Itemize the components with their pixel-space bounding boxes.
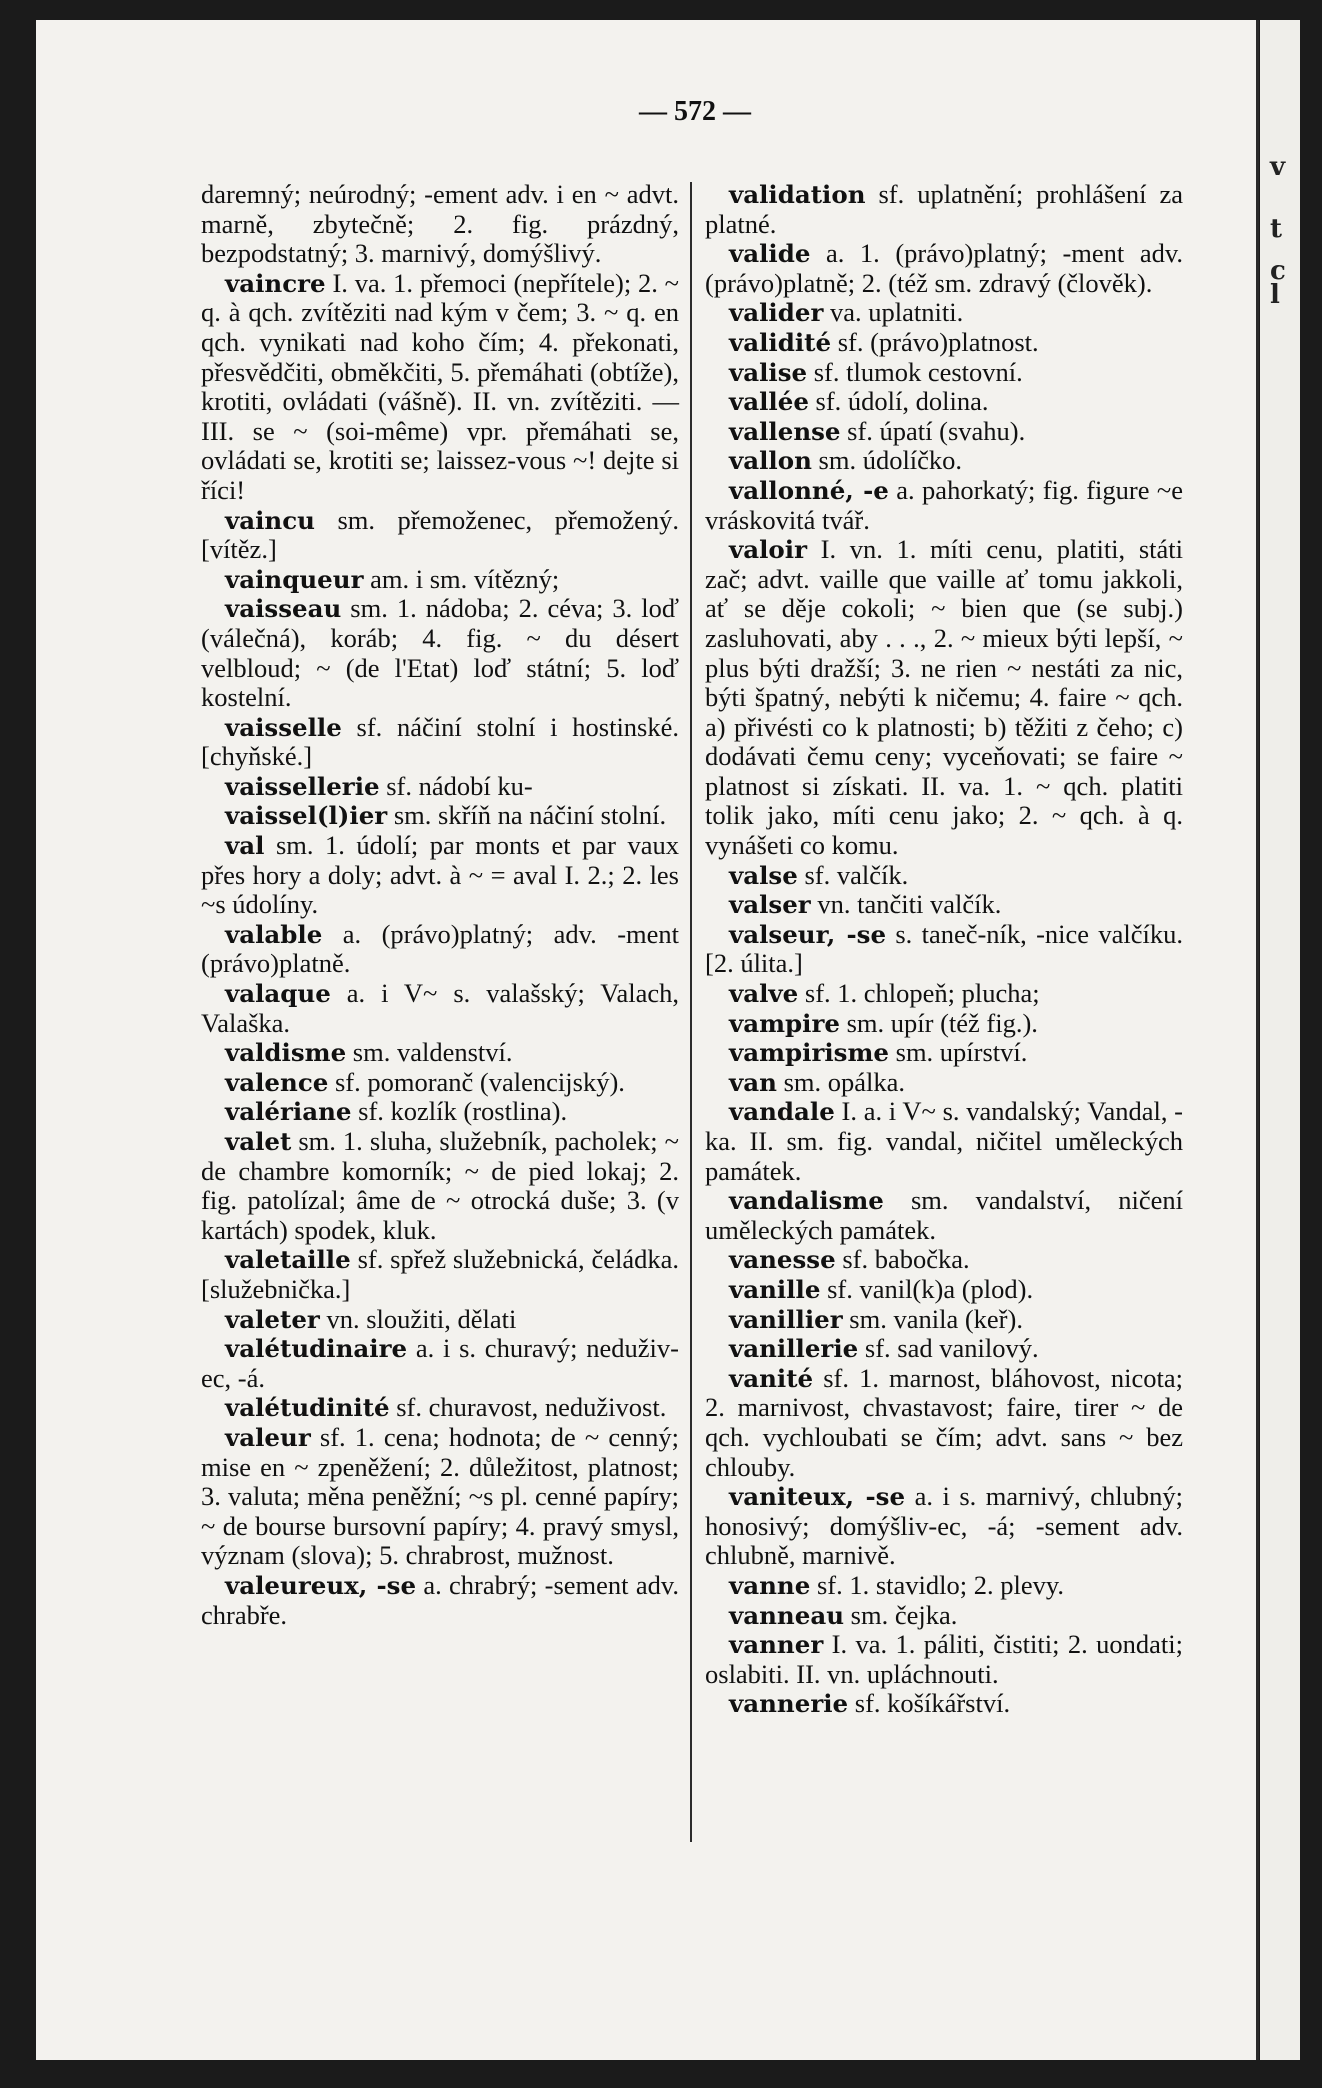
entry-definition: sf. košíkářství. bbox=[854, 1688, 1011, 1719]
entry-definition: daremný; neúrodný; -ement adv. i en ~ advt. marně, zbytečně; 2. fig. prázdný, bezpodstatný; 3. marnivý, domýšlivý. bbox=[201, 179, 679, 269]
adjacent-page-letter: v bbox=[1270, 152, 1286, 182]
entry-headword: valeter bbox=[225, 1304, 320, 1334]
entry-headword: vanesse bbox=[729, 1245, 836, 1275]
entry-headword: vaisseau bbox=[225, 594, 342, 624]
entry-definition: sf. uplatnění; prohlášení za platné. bbox=[705, 179, 1184, 239]
entry-headword: validation bbox=[729, 180, 866, 209]
dictionary-entry bbox=[201, 1423, 679, 1571]
dictionary-entry bbox=[705, 1068, 1183, 1098]
dictionary-entry bbox=[705, 387, 1183, 417]
dictionary-entry bbox=[201, 831, 679, 920]
dictionary-entry bbox=[705, 1186, 1183, 1245]
entry-headword: val bbox=[225, 831, 265, 861]
entry-headword: vallonné, -e bbox=[729, 475, 889, 505]
dictionary-entry bbox=[705, 1275, 1183, 1305]
entry-headword: vaissellerie bbox=[225, 771, 380, 801]
entry-definition: sm. valdenství. bbox=[352, 1037, 513, 1068]
entry-definition: va. uplatniti. bbox=[829, 297, 964, 328]
entry-headword: vandale bbox=[729, 1097, 835, 1127]
entry-headword: valétudinaire bbox=[225, 1334, 408, 1364]
entry-definition: sf. 1. marnost, bláhovost, nicota; 2. marnivost, chvastavost; faire, tirer ~ de qch. vychloubati se čím; advt. sans ~ bez chlouby. bbox=[705, 1362, 1183, 1482]
entry-definition: sf. spřež služebnická, čeládka. [služebnička.] bbox=[201, 1244, 680, 1304]
entry-headword: valence bbox=[225, 1067, 329, 1097]
dictionary-entry bbox=[201, 713, 679, 772]
entry-headword: vaniteux, -se bbox=[729, 1482, 906, 1512]
entry-definition: am. i sm. vítězný; bbox=[370, 563, 560, 594]
dictionary-entry bbox=[705, 1571, 1183, 1601]
entry-headword: valeur bbox=[225, 1422, 311, 1452]
entry-definition: a. (právo)platný; adv. -ment (právo)platně. bbox=[201, 918, 680, 979]
entry-headword: valider bbox=[729, 298, 824, 328]
dictionary-entry bbox=[705, 180, 1183, 239]
entry-headword: valdisme bbox=[225, 1038, 347, 1068]
entry-headword: valaque bbox=[225, 979, 331, 1009]
entry-definition: I. a. i V~ s. vandalský; Vandal, -ka. II. sm. fig. vandal, ničitel uměleckých památek. bbox=[705, 1096, 1183, 1186]
dictionary-entry bbox=[705, 1601, 1183, 1631]
entry-headword: vanille bbox=[729, 1274, 821, 1304]
entry-definition: sm. přemoženec, přemožený. [vítěz.] bbox=[201, 504, 679, 565]
entry-headword: valseur, -se bbox=[729, 919, 887, 949]
entry-definition: I. vn. 1. míti cenu, platiti, státi zač; advt. vaille que vaille ať tomu jakkoli, ať se děje cokoli; ~ bien que (se subj.) zasluhovati, aby . . ., 2. ~ mieux býti lepší, ~ plus býti dražší; 3. ne rien ~ nestáti za nic, býti špatný, nebýti k ničemu; 4. faire ~ qch. a) přivésti co k platnosti; b) těžiti z čeho; c) dodávati čemu ceny; vyceňovati; se faire ~ platnost si získati. II. va. 1. ~ qch. platiti tolik jako, míti cenu jako; 2. ~ qch. à q. vynášeti co komu. bbox=[705, 534, 1183, 861]
entry-headword: vanité bbox=[729, 1363, 814, 1393]
dictionary-entry bbox=[705, 358, 1183, 388]
dictionary-entry bbox=[705, 1364, 1183, 1482]
adjacent-page-edge bbox=[1260, 20, 1300, 2060]
entry-definition: a. chrabrý; -sement adv. chrabře. bbox=[201, 1569, 679, 1630]
entry-definition: sm. čejka. bbox=[850, 1599, 958, 1630]
dictionary-entry bbox=[705, 979, 1183, 1009]
dictionary-entry bbox=[705, 1689, 1183, 1719]
entry-definition: sm. údolíčko. bbox=[818, 445, 963, 476]
entry-headword: valise bbox=[729, 357, 808, 387]
entry-definition: a. pahorkatý; fig. figure ~e vráskovitá tvář. bbox=[705, 474, 1183, 535]
dictionary-entry bbox=[201, 772, 679, 802]
dictionary-entry bbox=[705, 298, 1183, 328]
dictionary-entry bbox=[705, 1305, 1183, 1335]
dictionary-entry bbox=[705, 1630, 1183, 1689]
dictionary-entry bbox=[705, 239, 1183, 298]
page-gutter-line bbox=[1256, 20, 1259, 2060]
entry-headword: vannerie bbox=[729, 1689, 849, 1719]
dictionary-entry bbox=[705, 890, 1183, 920]
adjacent-page-letter: t bbox=[1270, 214, 1283, 244]
entry-definition: sf. babočka. bbox=[842, 1244, 970, 1275]
entry-headword: vaissel(l)ier bbox=[225, 801, 388, 831]
entry-definition: a. 1. (právo)platný; -ment adv. (právo)platně; 2. (též sm. zdravý (člověk). bbox=[705, 238, 1184, 298]
entry-definition: vn. sloužiti, dělati bbox=[326, 1303, 517, 1334]
entry-headword: valide bbox=[729, 239, 811, 269]
entry-definition: sm. upír (též fig.). bbox=[846, 1007, 1038, 1038]
dictionary-entry bbox=[705, 476, 1183, 535]
dictionary-entry bbox=[705, 1038, 1183, 1068]
entry-headword: validité bbox=[729, 327, 832, 357]
dictionary-entry bbox=[705, 1245, 1183, 1275]
entry-headword: vampirisme bbox=[729, 1038, 889, 1068]
entry-definition: sf. nádobí ku- bbox=[386, 770, 533, 801]
entry-headword: valétudinité bbox=[225, 1393, 390, 1423]
entry-headword: van bbox=[729, 1067, 777, 1097]
entry-headword: valeureux, -se bbox=[225, 1570, 417, 1600]
entry-headword: valse bbox=[729, 860, 798, 890]
entry-headword: vallense bbox=[729, 416, 841, 446]
dictionary-entry bbox=[705, 1334, 1183, 1364]
entry-headword: valve bbox=[729, 979, 799, 1009]
entry-definition: sf. 1. chlopeň; plucha; bbox=[804, 978, 1040, 1009]
dictionary-entry bbox=[705, 920, 1183, 979]
adjacent-page-letter: c bbox=[1270, 256, 1286, 286]
dictionary-entry bbox=[201, 565, 679, 595]
entry-definition: a. i s. marnivý, chlubný; honosivý; domýšliv-ec, -á; -sement adv. chlubně, marnivě. bbox=[705, 1481, 1183, 1571]
entry-definition: vn. tančiti valčík. bbox=[817, 889, 1002, 920]
left-column bbox=[201, 180, 679, 1630]
dictionary-entry bbox=[705, 417, 1183, 447]
entry-headword: valser bbox=[729, 890, 811, 920]
entry-definition: sm. upírství. bbox=[895, 1037, 1028, 1068]
entry-definition: sf. kozlík (rostlina). bbox=[358, 1096, 568, 1127]
entry-headword: valet bbox=[225, 1127, 292, 1156]
dictionary-entry bbox=[201, 180, 679, 269]
entry-definition: sf. valčík. bbox=[804, 859, 909, 890]
dictionary-entry bbox=[705, 1097, 1183, 1186]
dictionary-entry bbox=[201, 594, 679, 712]
entry-definition: a. i s. churavý; neduživ-ec, -á. bbox=[201, 1333, 679, 1393]
entry-definition: I. va. 1. páliti, čistiti; 2. uondati; oslabiti. II. vn. upláchnouti. bbox=[705, 1629, 1183, 1689]
dictionary-entry bbox=[201, 1571, 679, 1630]
dictionary-entry bbox=[201, 1393, 679, 1423]
entry-headword: valetaille bbox=[225, 1245, 351, 1275]
dictionary-entry bbox=[201, 269, 679, 506]
entry-headword: vanneau bbox=[729, 1600, 845, 1630]
entry-definition: sm. 1. nádoba; 2. céva; 3. loď (válečná), koráb; 4. fig. ~ du désert velbloud; ~ (de l'Etat) loď státní; 5. loď kostelní. bbox=[201, 593, 679, 713]
dictionary-entry bbox=[705, 535, 1183, 861]
entry-definition: sf. sad vanilový. bbox=[864, 1333, 1039, 1364]
dictionary-entry bbox=[201, 1038, 679, 1068]
entry-headword: vaisselle bbox=[225, 712, 342, 742]
entry-definition: I. va. 1. přemoci (nepřítele); 2. ~ q. à qch. zvítěziti nad kým v čem; 3. ~ q. en qch. vynikati nad koho čím; 4. překonati, přesvědčiti, obměkčiti, 5. přemáhati (obtíže), krotiti, ovládati (vášně). II. vn. zvítěziti. — III. se ~ (soi-même) vpr. přemáhati se, ovládati se, krotiti se; laissez-vous ~! dejte si říci! bbox=[201, 267, 679, 505]
entry-definition: sm. 1. údolí; par monts et par vaux přes hory a doly; advt. à ~ = aval I. 2.; 2. les ~s údolíny. bbox=[201, 830, 679, 920]
right-column bbox=[705, 180, 1183, 1719]
entry-definition: sm. opálka. bbox=[783, 1066, 905, 1097]
dictionary-entry bbox=[705, 328, 1183, 358]
entry-definition: sf. náčiní stolní i hostinské. [chyňské.] bbox=[201, 711, 680, 772]
entry-headword: vanillerie bbox=[729, 1334, 859, 1364]
entry-headword: vainqueur bbox=[225, 564, 364, 594]
entry-definition: sf. churavost, neduživost. bbox=[396, 1392, 667, 1423]
entry-definition: sm. vanila (keř). bbox=[849, 1303, 1023, 1334]
dictionary-entry bbox=[705, 861, 1183, 891]
dictionary-entry bbox=[201, 506, 679, 565]
entry-definition: sm. 1. sluha, služebník, pacholek; ~ de chambre komorník; ~ de pied lokaj; 2. fig. patolízal; âme de ~ otrocká duše; 3. (v kartách) spodek, kluk. bbox=[201, 1126, 679, 1245]
dictionary-entry bbox=[201, 1127, 679, 1245]
entry-definition: sf. tlumok cestovní. bbox=[813, 356, 1023, 387]
entry-headword: vallée bbox=[729, 387, 809, 417]
entry-headword: valériane bbox=[225, 1097, 352, 1127]
entry-definition: sf. (právo)platnost. bbox=[837, 326, 1039, 357]
dictionary-entry bbox=[705, 1009, 1183, 1039]
dictionary-entry bbox=[201, 1097, 679, 1127]
entry-headword: vanne bbox=[729, 1570, 811, 1600]
dictionary-entry bbox=[201, 1068, 679, 1098]
dictionary-entry bbox=[201, 1334, 679, 1393]
entry-definition: a. i V~ s. valašský; Valach, Valaška. bbox=[201, 978, 679, 1038]
entry-headword: vallon bbox=[729, 446, 812, 476]
entry-definition: sm. vandalství, ničení uměleckých památek. bbox=[705, 1185, 1183, 1245]
entry-headword: valoir bbox=[729, 535, 807, 565]
entry-headword: vanillier bbox=[729, 1304, 843, 1334]
entry-headword: valable bbox=[225, 919, 323, 949]
entry-definition: sf. 1. cena; hodnota; de ~ cenný; mise en ~ zpeněžení; 2. důležitost, platnost; 3. valuta; měna peněžní; ~s pl. cenné papíry; ~ de bourse bursovní papíry; 4. pravý smysl, význam (slova); 5. chrabrost, mužnost. bbox=[201, 1421, 680, 1571]
entry-definition: sf. úpatí (svahu). bbox=[847, 415, 1026, 446]
dictionary-entry bbox=[201, 1305, 679, 1335]
entry-headword: vandalisme bbox=[729, 1186, 884, 1216]
column-divider bbox=[690, 182, 692, 1842]
dictionary-entry bbox=[705, 1482, 1183, 1571]
entry-headword: vaincu bbox=[225, 505, 315, 535]
dictionary-entry bbox=[201, 1245, 679, 1304]
entry-definition: sf. 1. stavidlo; 2. plevy. bbox=[816, 1569, 1065, 1600]
dictionary-entry bbox=[705, 446, 1183, 476]
adjacent-page-letter: l bbox=[1270, 280, 1280, 310]
entry-definition: sf. vanil(k)a (plod). bbox=[827, 1273, 1034, 1304]
entry-definition: sf. pomoranč (valencijský). bbox=[334, 1066, 625, 1097]
entry-definition: s. taneč-ník, -nice valčíku. [2. úlita.] bbox=[705, 918, 1183, 979]
entry-definition: sf. údolí, dolina. bbox=[815, 386, 989, 417]
entry-headword: vampire bbox=[729, 1008, 840, 1038]
dictionary-entry bbox=[201, 979, 679, 1038]
entry-definition: sm. skříň na náčiní stolní. bbox=[393, 800, 667, 831]
page-number: — 572 — bbox=[639, 96, 751, 127]
dictionary-entry bbox=[201, 801, 679, 831]
entry-headword: vanner bbox=[729, 1630, 824, 1660]
dictionary-entry bbox=[201, 920, 679, 979]
entry-headword: vaincre bbox=[225, 268, 326, 298]
